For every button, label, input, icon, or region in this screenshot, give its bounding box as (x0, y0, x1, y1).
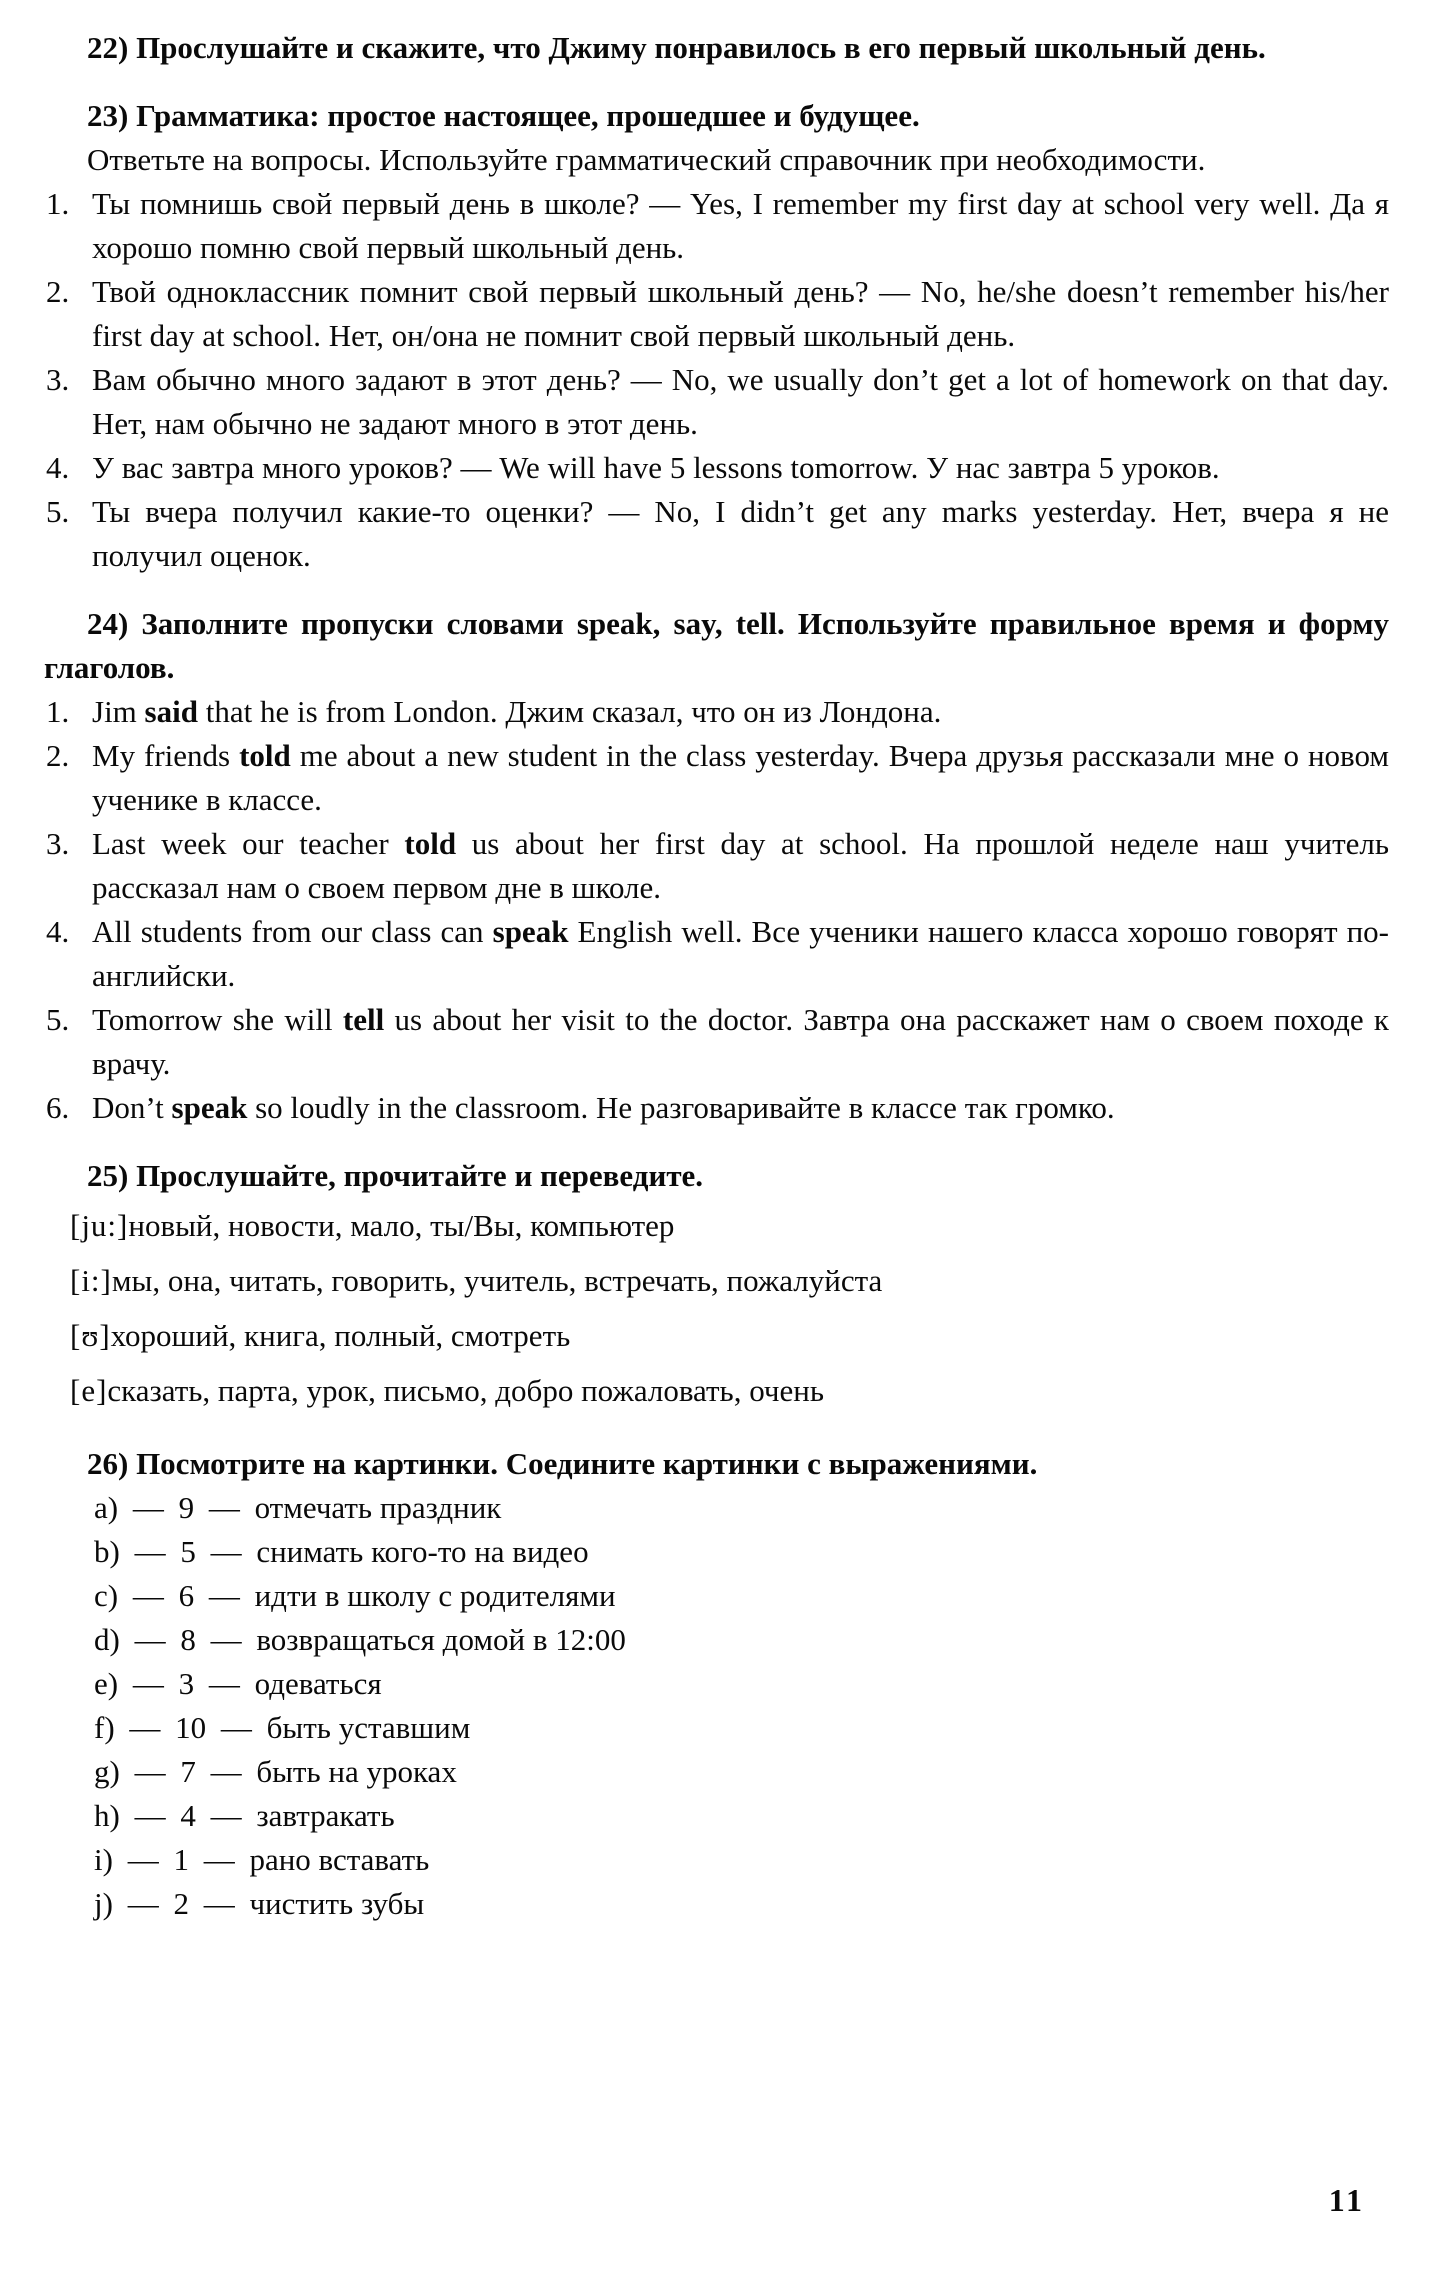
item-text: Ты вчера получил какие-то оценки? — No, I didn’t get any marks yesterday. Нет, вчера я не получил оценок. (92, 494, 1389, 573)
match-text: возвращаться домой в 12:00 (256, 1622, 626, 1657)
item-text-post: us about her first day at school. На прошлой неделе наш учитель рассказал нам о своем первом дне в школе. (92, 826, 1389, 905)
dash: — (132, 1490, 164, 1525)
item-text (92, 914, 1389, 993)
exercise-23-item-2 (44, 270, 1389, 358)
dash: — (203, 1886, 235, 1921)
match-text: быть уставшим (266, 1710, 471, 1745)
dash: — (129, 1710, 161, 1745)
item-text-post: us about her visit to the doctor. Завтра она расскажет нам о своем походе к врачу. (92, 1002, 1389, 1081)
dash: — (220, 1710, 252, 1745)
match-letter: d) (94, 1622, 120, 1657)
exercise-24-heading: 24) Заполните пропуски словами speak, say, tell. Используйте правильное время и форму глаголов. (44, 606, 1389, 685)
match-letter: j) (94, 1886, 113, 1921)
exercise-23-item-3 (44, 358, 1389, 446)
item-number: 1. (46, 694, 70, 729)
item-text-post: English well. Все ученики нашего класса хорошо говорят по-английски. (92, 914, 1389, 993)
exercise-22-heading: 22) Прослушайте и скажите, что Джиму понравилось в его первый школьный день. (87, 30, 1266, 65)
dash: — (210, 1754, 242, 1789)
item-text (92, 1002, 1389, 1081)
match-item-f (94, 1706, 1389, 1750)
match-number: 4 (180, 1798, 196, 1833)
match-number: 7 (180, 1754, 196, 1789)
phonetic-words: сказать, парта, урок, письмо, добро пожаловать, очень (107, 1373, 824, 1408)
exercise-25-list (44, 1198, 1389, 1418)
match-letter: g) (94, 1754, 120, 1789)
exercise-24-item-1 (44, 690, 1389, 734)
verb-bold: tell (342, 1002, 385, 1037)
item-number: 4. (46, 450, 70, 485)
exercise-26-heading: 26) Посмотрите на картинки. Соедините картинки с выражениями. (87, 1446, 1038, 1481)
item-text-post: that he is from London. Джим сказал, что он из Лондона. (197, 694, 942, 729)
dash: — (134, 1534, 166, 1569)
verb-bold: said (144, 694, 198, 729)
verb-bold: told (239, 738, 291, 773)
verb-bold: speak (492, 914, 569, 949)
match-number: 10 (175, 1710, 207, 1745)
exercise-24-item-4 (44, 910, 1389, 998)
phonetic-sound: [ʊ] (70, 1318, 111, 1353)
item-text (92, 694, 941, 729)
exercise-24-item-5 (44, 998, 1389, 1086)
item-number: 3. (46, 362, 70, 397)
match-number: 5 (180, 1534, 196, 1569)
page-number: 11 (1328, 2182, 1365, 2218)
match-number: 9 (178, 1490, 195, 1525)
dash: — (134, 1798, 166, 1833)
exercise-23-list (44, 182, 1389, 578)
exercise-25-heading: 25) Прослушайте, прочитайте и переведите. (87, 1158, 704, 1193)
exercise-23-item-5 (44, 490, 1389, 578)
item-text-pre: All students from our class can (92, 914, 493, 949)
item-text-pre: My friends (92, 738, 240, 773)
match-item-j (94, 1882, 1389, 1926)
item-text: Ты помнишь свой первый день в школе? — Yes, I remember my first day at school very well. Да я хорошо помню свой первый школьный день. (92, 186, 1389, 265)
phonetic-line-u (70, 1308, 1389, 1363)
dash: — (210, 1622, 242, 1657)
dash: — (210, 1798, 242, 1833)
item-text-pre: Tomorrow she will (92, 1002, 343, 1037)
match-text: завтракать (256, 1798, 395, 1833)
match-item-d (94, 1618, 1389, 1662)
item-number: 3. (46, 826, 70, 861)
match-number: 2 (173, 1886, 189, 1921)
dash: — (208, 1490, 240, 1525)
phonetic-line-i (70, 1253, 1389, 1308)
exercise-24-item-2 (44, 734, 1389, 822)
verb-bold: speak (171, 1090, 248, 1125)
dash: — (127, 1886, 159, 1921)
match-item-e (94, 1662, 1389, 1706)
item-text-pre: Don’t (92, 1090, 172, 1125)
item-text: Вам обычно много задают в этот день? — No, we usually don’t get a lot of homework on that day. Нет, нам обычно не задают много в этот день. (92, 362, 1389, 441)
dash: — (210, 1534, 242, 1569)
item-text-pre: Last week our teacher (92, 826, 405, 861)
phonetic-sound: [ju:] (70, 1208, 129, 1243)
match-number: 3 (178, 1666, 195, 1701)
item-number: 5. (46, 494, 70, 529)
item-text-post: so loudly in the classroom. Не разговаривайте в классе так громко. (247, 1090, 1115, 1125)
match-item-a (94, 1486, 1389, 1530)
phonetic-sound: [e] (70, 1373, 108, 1408)
verb-bold: told (404, 826, 457, 861)
item-text (92, 826, 1389, 905)
item-text-post: me about a new student in the class yesterday. Вчера друзья рассказали мне о новом ученике в классе. (92, 738, 1389, 817)
exercise-24-item-6 (44, 1086, 1389, 1130)
match-letter: b) (94, 1534, 120, 1569)
match-text: одеваться (254, 1666, 382, 1701)
match-text: отмечать праздник (254, 1490, 502, 1525)
exercise-23-heading: 23) Грамматика: простое настоящее, прошедшее и будущее. (87, 98, 920, 133)
dash: — (203, 1842, 235, 1877)
match-item-b (94, 1530, 1389, 1574)
item-text: У вас завтра много уроков? — We will have 5 lessons tomorrow. У нас завтра 5 уроков. (92, 450, 1220, 485)
item-text-pre: Jim (92, 694, 145, 729)
exercise-26-list (44, 1486, 1389, 1926)
match-letter: i) (94, 1842, 113, 1877)
exercise-24-item-3 (44, 822, 1389, 910)
phonetic-line-e (70, 1363, 1389, 1418)
dash: — (132, 1666, 164, 1701)
match-text: быть на уроках (256, 1754, 457, 1789)
phonetic-words: новый, новости, мало, ты/Вы, компьютер (128, 1208, 675, 1243)
item-text (92, 1090, 1115, 1125)
match-item-g (94, 1750, 1389, 1794)
dash: — (134, 1622, 166, 1657)
match-text: идти в школу с родителями (254, 1578, 616, 1613)
match-text: снимать кого-то на видео (256, 1534, 589, 1569)
item-number: 1. (46, 186, 70, 221)
match-letter: f) (94, 1710, 115, 1745)
exercise-23-item-1 (44, 182, 1389, 270)
match-number: 6 (178, 1578, 195, 1613)
match-item-i (94, 1838, 1389, 1882)
dash: — (208, 1578, 240, 1613)
dash: — (134, 1754, 166, 1789)
item-number: 5. (46, 1002, 70, 1037)
match-text: рано вставать (249, 1842, 430, 1877)
item-text (92, 738, 1389, 817)
item-number: 6. (46, 1090, 70, 1125)
dash: — (127, 1842, 159, 1877)
item-number: 2. (46, 274, 70, 309)
phonetic-words: хороший, книга, полный, смотреть (110, 1318, 571, 1353)
match-item-c (94, 1574, 1389, 1618)
item-text: Твой одноклассник помнит свой первый школьный день? — No, he/she doesn’t remember his/her first day at school. Нет, он/она не помнит свой первый школьный день. (92, 274, 1389, 353)
dash: — (132, 1578, 164, 1613)
phonetic-sound: [i:] (70, 1263, 112, 1298)
match-letter: e) (94, 1666, 119, 1701)
match-letter: c) (94, 1578, 119, 1613)
match-item-h (94, 1794, 1389, 1838)
match-letter: h) (94, 1798, 120, 1833)
match-number: 8 (180, 1622, 196, 1657)
exercise-23-intro: Ответьте на вопросы. Используйте грамматический справочник при необходимости. (87, 142, 1206, 177)
match-text: чистить зубы (249, 1886, 425, 1921)
exercise-24-list (44, 690, 1389, 1130)
match-number: 1 (173, 1842, 189, 1877)
exercise-23-item-4 (44, 446, 1389, 490)
match-letter: a) (94, 1490, 119, 1525)
phonetic-words: мы, она, читать, говорить, учитель, встречать, пожалуйста (111, 1263, 883, 1298)
item-number: 2. (46, 738, 70, 773)
phonetic-line-ju (70, 1198, 1389, 1253)
item-number: 4. (46, 914, 70, 949)
dash: — (208, 1666, 240, 1701)
